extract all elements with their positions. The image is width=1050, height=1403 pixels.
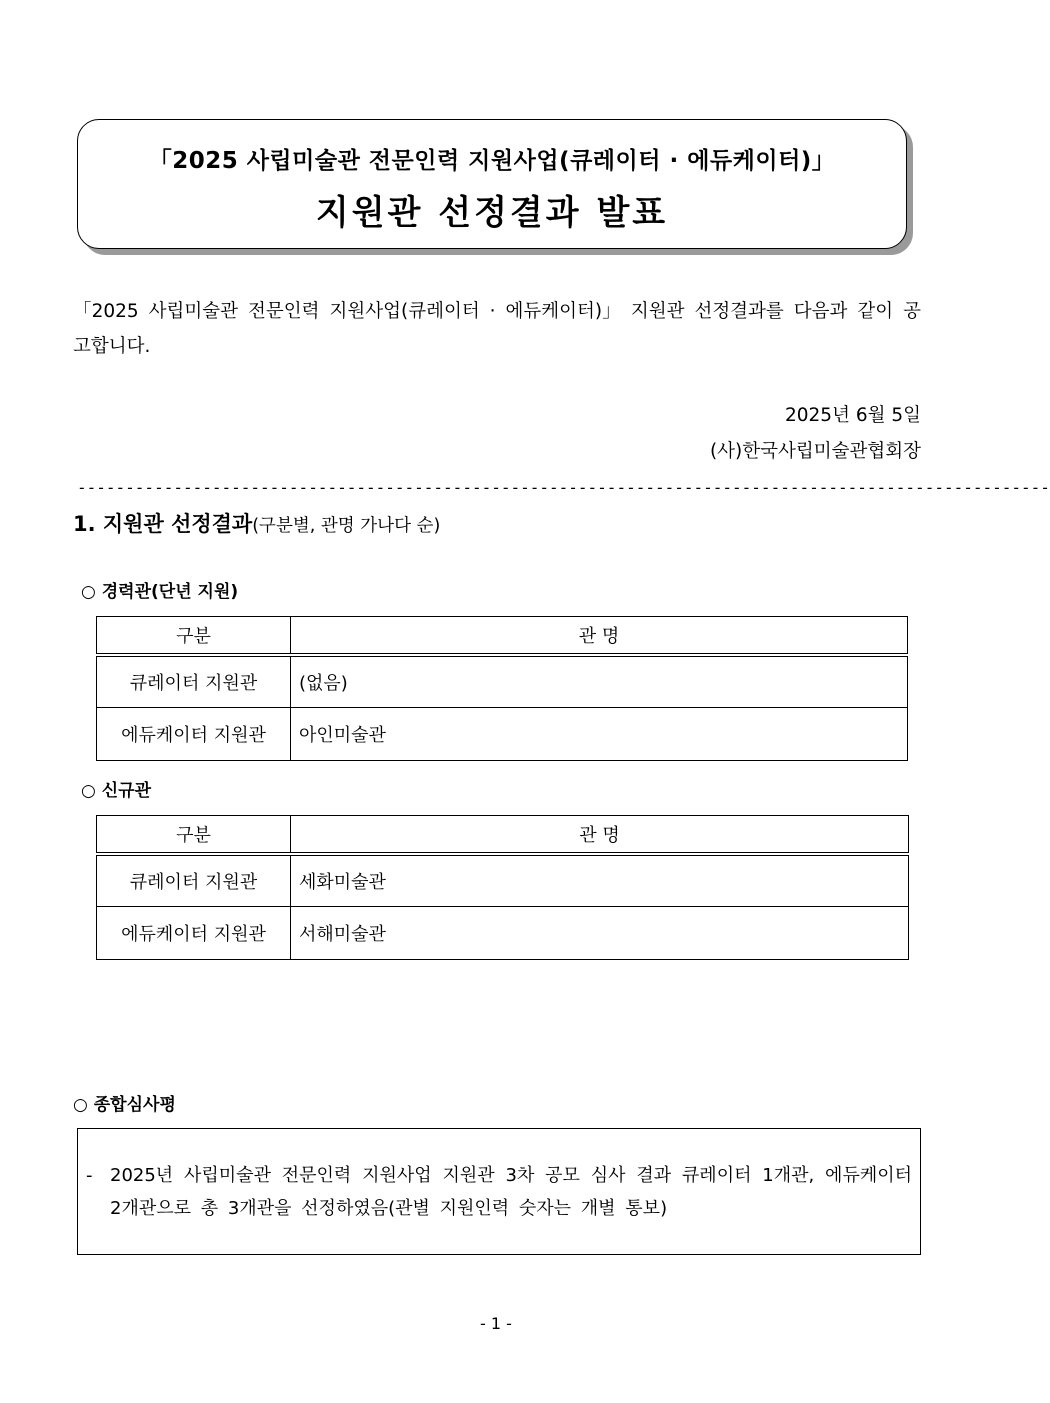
header-name: 관 명 xyxy=(291,617,908,655)
cell-name: 세화미술관 xyxy=(291,854,909,907)
review-title: ○ 종합심사평 xyxy=(73,1095,176,1115)
date: 2025년 6월 5일 xyxy=(785,405,921,426)
table-row xyxy=(97,655,908,708)
header-category: 구분 xyxy=(97,816,291,854)
cell-category: 에듀케이터 지원관 xyxy=(97,708,291,761)
table-row xyxy=(97,907,909,960)
cell-name: 서해미술관 xyxy=(291,907,909,960)
table-header xyxy=(97,617,908,655)
cell-category: 큐레이터 지원관 xyxy=(97,854,291,907)
cell-category: 큐레이터 지원관 xyxy=(97,655,291,708)
section-heading xyxy=(73,508,440,538)
table-header xyxy=(97,816,909,854)
cell-name: 아인미술관 xyxy=(291,708,908,761)
title-line2: 지원관 선정결과 발표 xyxy=(315,193,669,233)
section-note: (구분별, 관명 가나다 순) xyxy=(252,516,441,536)
title-line1: 「2025 사립미술관 전문인력 지원사업(큐레이터 · 에듀케이터)」 xyxy=(148,148,836,174)
new-table xyxy=(96,815,909,960)
cell-name: (없음) xyxy=(291,655,908,708)
table-row xyxy=(97,708,908,761)
header-name: 관 명 xyxy=(291,816,909,854)
organization: (사)한국사립미술관협회장 xyxy=(709,441,921,462)
header-category: 구분 xyxy=(97,617,291,655)
table-row xyxy=(97,854,909,907)
career-table xyxy=(96,616,908,761)
bullet: - xyxy=(86,1165,93,1186)
title-box xyxy=(77,119,907,249)
group-title-new: ○ 신규관 xyxy=(81,781,152,801)
section-title: 1. 지원관 선정결과 xyxy=(73,512,253,536)
review-text: 2025년 사립미술관 전문인력 지원사업 지원관 3차 공모 심사 결과 큐레이터 1개관, 에듀케이터 2개관으로 총 3개관을 선정하였음(관별 지원인력 숫자는 개별 통보) xyxy=(110,1165,912,1219)
cell-category: 에듀케이터 지원관 xyxy=(97,907,291,960)
review-box xyxy=(77,1128,921,1255)
page-number: - 1 - xyxy=(480,1314,512,1333)
intro-paragraph: 「2025 사립미술관 전문인력 지원사업(큐레이터 · 에듀케이터)」 지원관 선정결과를 다음과 같이 공고합니다. xyxy=(73,301,921,357)
group-title-career: ○ 경력관(단년 지원) xyxy=(81,582,239,602)
divider: ----------------------------------------------------------------------------------------------------- xyxy=(77,478,1050,497)
